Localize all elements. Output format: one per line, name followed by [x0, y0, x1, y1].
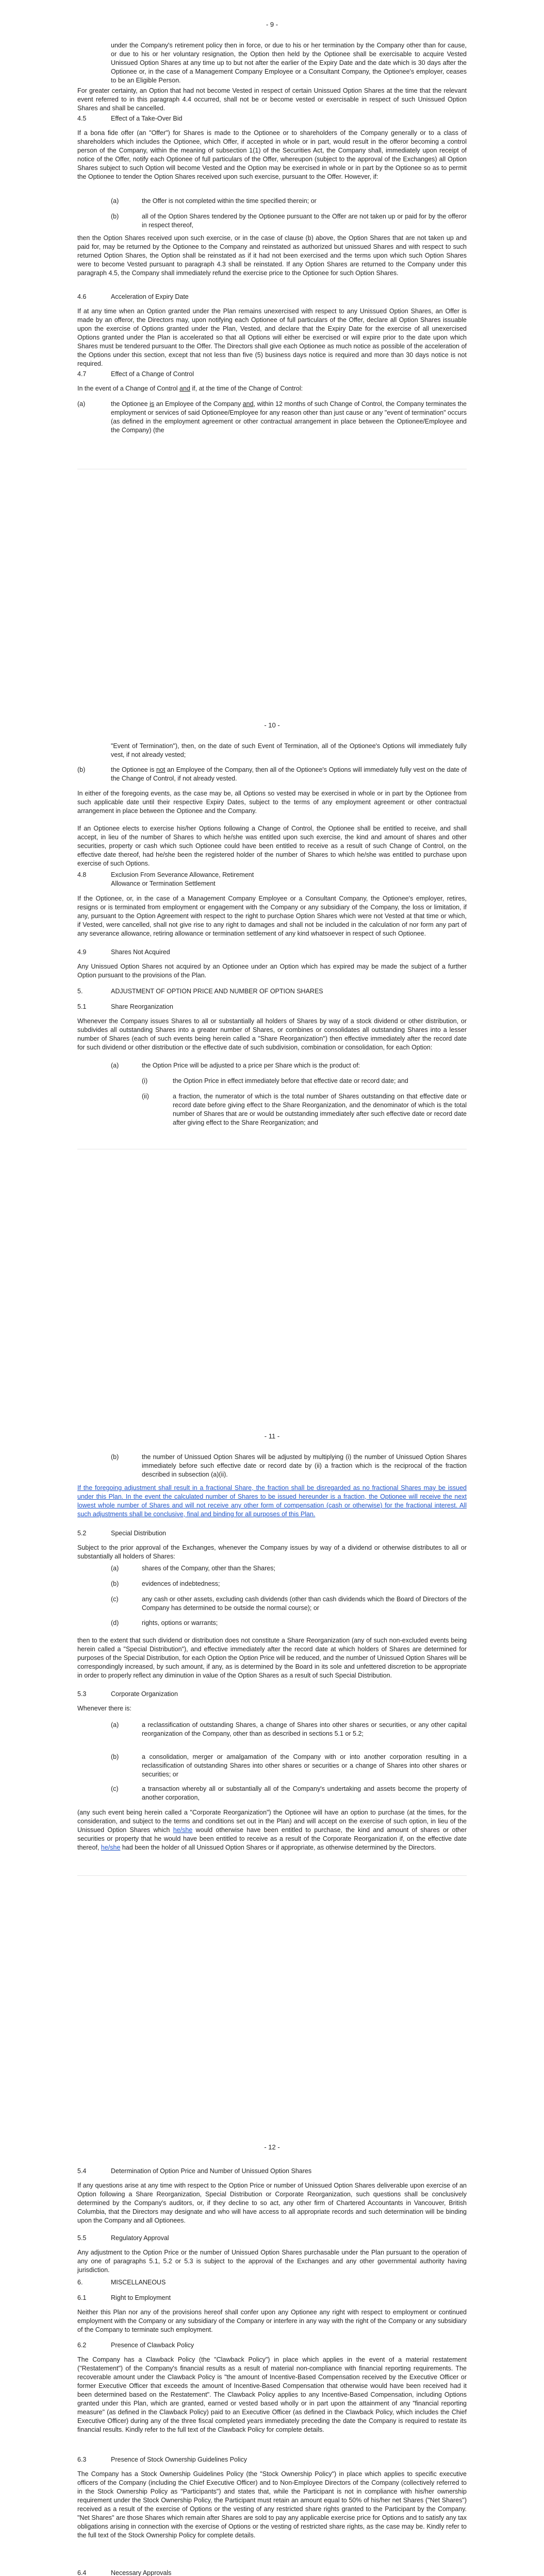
section-heading: ADJUSTMENT OF OPTION PRICE AND NUMBER OF OPTION SHARES: [111, 988, 323, 995]
paragraph: Any Unissued Option Shares not acquired by an Optionee under an Option which has expired may be made the subject of a further Option pursuant to the provisions of the Plan.: [77, 963, 467, 979]
section-heading: Necessary Approvals: [111, 2569, 172, 2576]
page-number: - 10 -: [264, 721, 280, 729]
list-label: (a): [111, 1721, 119, 1728]
section-number: 4.8: [77, 871, 87, 878]
paragraph: Whenever there is:: [77, 1705, 131, 1712]
section-heading: Exclusion From Severance Allowance, Retirement: [111, 871, 254, 878]
section-number: 4.6: [77, 293, 87, 300]
section-number: 4.5: [77, 115, 87, 122]
paragraph: If an Optionee elects to exercise his/her Options following a Change of Control, the Optionee shall be entitled to receive, and shall accept, in lieu of the number of Shares to which he/she was entitled upon such exercise, the kind and amount of shares and other securities, property or cash which such Optionee could have been entitled to receive as a result of such Change of Control, on the effective date thereof, had he/she been the registered holder of the number of Shares to which he/she was entitled to purchase upon exercise of such Options.: [77, 825, 467, 867]
list-item: a transaction whereby all or substantially all of the Company's undertaking and assets become the property of another corporation,: [142, 1785, 467, 1801]
section-heading: Shares Not Acquired: [111, 948, 170, 956]
section-number: 6.4: [77, 2569, 87, 2576]
page-number: - 9 -: [266, 21, 278, 28]
section-heading: Corporate Organization: [111, 1690, 178, 1698]
section-number: 4.7: [77, 370, 87, 378]
paragraph: Whenever the Company issues Shares to all or substantially all holders of Shares by way of a stock dividend or other distribution, or subdivides all outstanding Shares into a greater number of Shares, or combines or consolidates all outstanding Shares into a lesser number of Shares (each of such events being herein called a "Share Reorganization") then effective immediately after the record date for such dividend or other distribution or the effective date of such subdivision, combination or consolidation, for each Option:: [77, 1018, 467, 1051]
paragraph: Neither this Plan nor any of the provisions hereof shall confer upon any Optionee any right with respect to employment or continued employment with the Company or any subsidiary of the Company or interfere in any way with the right of the Company or any subsidiary of the Company to terminate such employment.: [77, 2309, 467, 2333]
paragraph: "Event of Termination"), then, on the date of such Event of Termination, all of the Optionee's Options will immediately fully vest, if not already vested;: [111, 742, 467, 758]
paragraph: If any questions arise at any time with respect to the Option Price or number of Unissued Option Shares deliverable upon exercise of an Option following a Share Reorganization, Special Distribution or Corporate Reorganization, such questions shall be conclusively determined by the Company's auditors, or, if they decline to so act, any other firm of Chartered Accountants in Vancouver, British Columbia, that the Directors may designate and who will have access to all appropriate records and such determination will be binding upon the Company and all Optionees.: [77, 2182, 467, 2224]
list-label: (a): [111, 1565, 119, 1572]
section-number: 5.1: [77, 1003, 87, 1010]
list-label: (d): [111, 1619, 119, 1626]
list-label: (b): [77, 766, 86, 773]
section-heading: Share Reorganization: [111, 1003, 173, 1010]
paragraph: then the Option Shares received upon such exercise, or in the case of clause (b) above, the Option Shares that are not taken up and paid for, may be returned by the Optionee to the Company and reinstated as authorized but unissued Shares and with respect to such returned Option Shares, the Option shall be reinstated as if it had not been exercised and the terms upon which such Option Shares were to become Vested pursuant to paragraph 4.3 shall be reinstated. If any Option Shares are returned to the Company under this paragraph 4.5, the Company shall immediately refund the exercise price to the Optionee for such Option Shares.: [77, 234, 467, 277]
section-number: 5.: [77, 988, 83, 995]
list-item: the Option Price in effect immediately before that effective date or record date; and: [173, 1077, 408, 1084]
list-item: the number of Unissued Option Shares will be adjusted by multiplying (i) the number of Unissued Option Shares immediately before such effective date or record date by (ii) a fraction which is the reciprocal of the fraction described in subsection (a)(ii).: [142, 1453, 467, 1478]
list-item: rights, options or warrants;: [142, 1619, 218, 1626]
section-number: 6.2: [77, 2342, 87, 2349]
paragraph: In the event of a Change of Control and if, at the time of the Change of Control:: [77, 385, 303, 392]
section-heading: Presence of Clawback Policy: [111, 2342, 194, 2349]
list-item: the Option Price will be adjusted to a price per Share which is the product of:: [142, 1062, 360, 1069]
section-heading: Effect of a Take-Over Bid: [111, 115, 183, 122]
section-number: 6.1: [77, 2294, 87, 2301]
list-item: the Optionee is not an Employee of the Company, then all of the Optionee's Options will immediately fully vest on the date of the Change of Control, if not already vested.: [111, 766, 467, 782]
page-number: - 12 -: [264, 2143, 280, 2151]
list-item: a reclassification of outstanding Shares, a change of Shares into other shares or securities, or any other capital reorganization of the Company, other than as described in sections 5.1 or 5.2;: [142, 1721, 467, 1737]
section-number: 5.4: [77, 2167, 87, 2175]
list-item: evidences of indebtedness;: [142, 1580, 220, 1587]
section-heading: Regulatory Approval: [111, 2234, 169, 2242]
paragraph: For greater certainty, an Option that had not become Vested in respect of certain Unissued Option Shares at the time that the relevant event referred to in this paragraph 4.4 occurred, shall not be or become vested or exercisable in respect of such Unissued Option Shares and shall be cancelled.: [77, 87, 467, 112]
list-label: (c): [111, 1596, 119, 1603]
list-label: (b): [111, 213, 119, 220]
paragraph: (any such event being herein called a "Corporate Reorganization") the Optionee will have an option to purchase (at the times, for the consideration, and subject to the terms and conditions set out in the Plan) and will accept on the exercise of such option, in lieu of the Unissued Option Shares which he/she would otherwise have been entitled to purchase, the kind and amount of shares or other securities or property that he would have been entitled to receive as a result of the Corporate Reorganization if, on the effective date thereof, he/she had been the holder of all Unissued Option Shares or if appropriate, as otherwise determined by the Directors.: [77, 1809, 467, 1851]
list-label: (ii): [142, 1093, 149, 1100]
section-number: 5.3: [77, 1690, 87, 1698]
section-number: 5.2: [77, 1530, 87, 1537]
page-break: [77, 1875, 467, 1876]
section-heading: Determination of Option Price and Number of Unissued Option Shares: [111, 2167, 312, 2175]
list-label: (i): [142, 1077, 148, 1084]
list-label: (a): [111, 197, 119, 205]
list-label: (b): [111, 1753, 119, 1760]
section-heading: Allowance or Termination Settlement: [111, 880, 216, 887]
list-label: (c): [111, 1785, 119, 1792]
section-heading: Effect of a Change of Control: [111, 370, 194, 378]
list-item: a consolidation, merger or amalgamation of the Company with or into another corporation resulting in a reclassification of outstanding Shares into other shares or securities or a change of Shares into other shares or securities; or: [142, 1753, 467, 1778]
section-heading: Special Distribution: [111, 1530, 166, 1537]
paragraph: under the Company's retirement policy then in force, or due to his or her termination by the Company other than for cause, or due to his or her voluntary resignation, the Option then held by the Optionee shall be exercisable to acquire Vested Unissued Option Shares at any time up to but not after the earlier of the Expiry Date and the date which is 30 days after the Optionee or, in the case of a Management Company Employee or a Consultant Company, the Optionee's employer, ceases to be an Eligible Person.: [111, 42, 467, 84]
list-item: the Offer is not completed within the time specified therein; or: [142, 197, 317, 205]
section-number: 6.3: [77, 2456, 87, 2463]
list-label: (a): [77, 400, 86, 408]
paragraph: The Company has a Clawback Policy (the "Clawback Policy") in place which applies in the event of a material restatement ("Restatement") of the Company's financial results as a result of material non-compliance with financial reporting requirements. The recoverable amount under the Clawback Policy is "the amount of Incentive-Based Compensation received by the Executive Officer or former Executive Officer that exceeds the amount of Incentive-Based Compensation that otherwise would have been received had it been determined based on the Restatement". The Clawback Policy applies to any Incentive-Based Compensation, including Options granted under this Plan, which are granted, earned or vested based wholly or in part upon the attainment of any "financial reporting measure" (as defined in the Clawback Policy) paid to an Executive Officer (as defined in the Clawback Policy, which includes the Chief Executive Officer) during any of the three fiscal completed years immediately preceding the date the Company is required to restate its financial results. Kindly refer to the full text of the Clawback Policy for complete details.: [77, 2356, 467, 2433]
list-label: (b): [111, 1580, 119, 1587]
list-label: (a): [111, 1062, 119, 1069]
section-heading: MISCELLANEOUS: [111, 2279, 166, 2286]
fraction-note: If the foregoing adjustment shall result in a fractional Share, the fraction shall be disregarded as no fractional Shares may be issued under this Plan. In the event the calculated number of Shares to be issued hereunder is a fraction, the Optionee will receive the next lowest whole number of Shares and will not receive any other form of compensation (cash or otherwise) for the fractional interest. All such adjustments shall be conclusive, final and binding for all purposes of this Plan.: [77, 1484, 467, 1518]
paragraph: If a bona fide offer (an "Offer") for Shares is made to the Optionee or to shareholders of the Company generally or to a class of shareholders which includes the Optionee, which Offer, if accepted in whole or in part, would result in the offeror becoming a control person of the Company, within the meaning of subsection 1(1) of the Securities Act, the Company shall, immediately upon receipt of notice of the Offer, notify each Optionee of full particulars of the Offer, whereupon (subject to the approval of the Exchanges) all Option Shares subject to such Option will become Vested and the Option may be exercised in whole or in part by the Optionee so as to permit the Optionee to tender the Option Shares received upon such exercise, pursuant to the Offer. However, if:: [77, 129, 467, 180]
list-item: all of the Option Shares tendered by the Optionee pursuant to the Offer are not taken up or paid for by the offeror in respect thereof,: [142, 213, 467, 229]
section-heading: Presence of Stock Ownership Guidelines Policy: [111, 2456, 248, 2463]
list-label: (b): [111, 1453, 119, 1461]
list-item: shares of the Company, other than the Shares;: [142, 1565, 275, 1572]
paragraph: then to the extent that such dividend or distribution does not constitute a Share Reorganization (any of such non-excluded events being herein called a "Special Distribution"), and effective immediately after the record date at which holders of Shares are determined for purposes of the Special Distribution, for each Option the Option Price will be reduced, and the number of Unissued Option Shares will be correspondingly increased, by such amount, if any, as is determined by the Board in its sole and unfettered discretion to be appropriate in order to properly reflect any diminution in value of the Option Shares as a result of such Special Distribution.: [77, 1637, 467, 1679]
paragraph: The Company has a Stock Ownership Guidelines Policy (the "Stock Ownership Policy") in place which applies to specific executive officers of the Company (including the Chief Executive Officer) and to Non-Employee Directors of the Company (collectively referred to in the Stock Ownership Policy as "Participants") and states that, while the Participant is not in compliance with his/her ownership requirement under the Stock Ownership Policy, the Participant must retain an amount equal to 50% of his/her net Shares ("Net Shares") received as a result of the exercise of Options or the vesting of any restricted share rights granted to the Participant by the Company. "Net Shares" are those Shares which remain after Shares are sold to pay any applicable exercise price for Options and to satisfy any tax obligations arising in connection with the exercise of Options or the vesting of restricted share rights, as the case may be. Kindly refer to the full text of the Stock Ownership Policy for complete details.: [77, 2470, 467, 2539]
paragraph: If the Optionee, or, in the case of a Management Company Employee or a Consultant Company, the Optionee's employer, retires, resigns or is terminated from employment or engagement with the Company or any subsidiary of the Company, the loss or limitation, if any, pursuant to the Option Agreement with respect to the right to purchase Option Shares which were not Vested at that time or which, if Vested, were cancelled, shall not give rise to any right to damages and shall not be included in the calculation of nor form any part of any severance allowance, retiring allowance or termination settlement of any kind whatsoever in respect of such Optionee.: [77, 895, 467, 937]
section-number: 5.5: [77, 2234, 87, 2242]
section-heading: Acceleration of Expiry Date: [111, 293, 189, 300]
paragraph: If at any time when an Option granted under the Plan remains unexercised with respect to any Unissued Option Shares, an Offer is made by an offeror, the Directors may, upon notifying each Optionee of full particulars of the Offer, declare all Option Shares issuable upon the exercise of Options granted under the Plan, Vested, and declare that the Expiry Date for the exercise of all unexercised Options granted under the Plan is accelerated so that all Options will either be exercised or will expire prior to the date upon which Shares must be tendered pursuant to the Offer. The Directors shall give each Optionee as much notice as possible of the acceleration of the Options under this section, except that not less than five (5) business days notice is required and more than 30 days notice is not required.: [77, 308, 467, 367]
list-item: a fraction, the numerator of which is the total number of Shares outstanding on that effective date or record date before giving effect to the Share Reorganization, and the denominator of which is the total number of Shares that are or would be outstanding immediately after such effective date or record date after giving effect to the Share Reorganization; and: [173, 1093, 467, 1126]
section-heading: Right to Employment: [111, 2294, 171, 2301]
page-number: - 11 -: [264, 1432, 280, 1440]
section-number: 6.: [77, 2279, 83, 2286]
paragraph: Subject to the prior approval of the Exchanges, whenever the Company issues by way of a dividend or otherwise distributes to all or substantially all holders of Shares:: [77, 1544, 467, 1560]
section-number: 4.9: [77, 948, 87, 956]
paragraph: Any adjustment to the Option Price or the number of Unissued Option Shares purchasable under the Plan pursuant to the operation of any one of paragraphs 5.1, 5.2 or 5.3 is subject to the approval of the Exchanges and any other governmental authority having jurisdiction.: [77, 2249, 467, 2274]
paragraph: In either of the foregoing events, as the case may be, all Options so vested may be exercised in whole or in part by the Optionee from such applicable date until their respective Expiry Dates, subject to the terms of any employment agreement or other contractual arrangement in place between the Optionee and the Company.: [77, 790, 467, 815]
list-item: any cash or other assets, excluding cash dividends (other than cash dividends which the Board of Directors of the Company has determined to be outside the normal course); or: [142, 1596, 467, 1612]
list-item: the Optionee is an Employee of the Company and, within 12 months of such Change of Control, the Company terminates the employment or services of said Optionee/Employee for any reason other than just cause or any "event of termination" occurs (as defined in the employment agreement or other contractual arrangement in place between the Optionee/Employee and the Company) (the: [111, 400, 467, 434]
